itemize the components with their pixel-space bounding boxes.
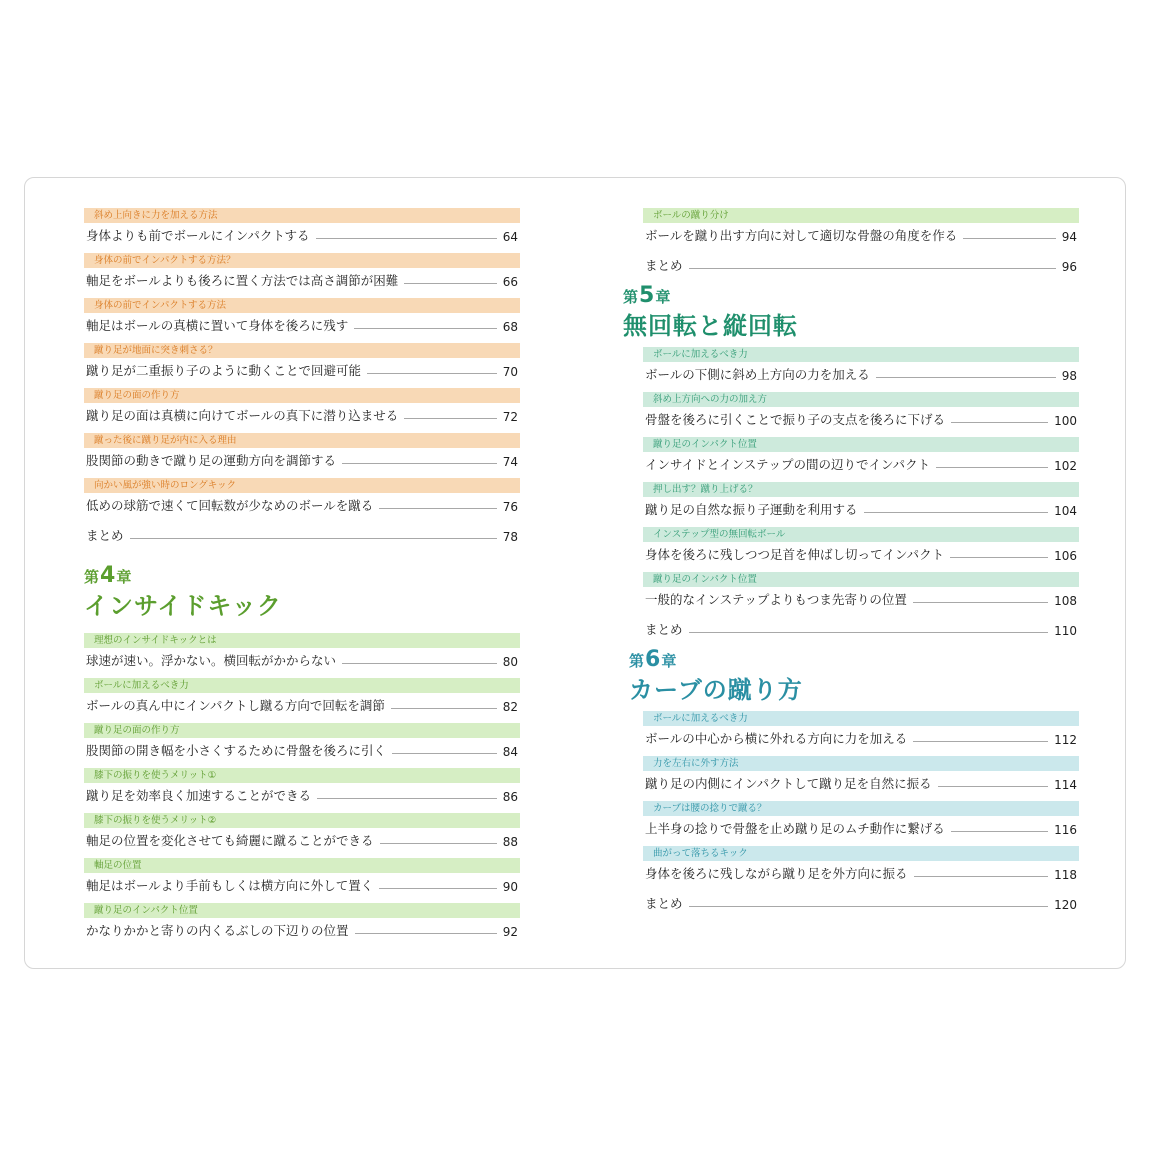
dot-leader	[317, 798, 497, 799]
toc-entry[interactable]	[84, 313, 520, 337]
toc-section	[84, 858, 520, 897]
chapter-6-sections	[643, 711, 1079, 885]
topic-label-bar: ボールの蹴り分け	[643, 208, 1079, 223]
topic-label-bar: 向かい風が強い時のロングキック	[84, 478, 520, 493]
toc-entry[interactable]	[84, 448, 520, 472]
toc-section	[643, 572, 1079, 611]
entry-title: 身体を後ろに残しながら蹴り足を外方向に振る	[645, 866, 908, 881]
page-number: 108	[1054, 594, 1077, 608]
chapter-number	[84, 563, 520, 589]
toc-section	[643, 756, 1079, 795]
entry-title: 蹴り足を効率良く加速することができる	[86, 788, 312, 803]
toc-entry[interactable]	[643, 407, 1079, 431]
chapter-4-sections	[84, 633, 520, 942]
page-number: 64	[502, 230, 518, 244]
dot-leader	[950, 557, 1048, 558]
topic-label-bar: カーブは腰の捻りで蹴る？	[643, 801, 1079, 816]
topic-label-bar: 軸足の位置	[84, 858, 520, 873]
topic-label-bar: 理想のインサイドキックとは	[84, 633, 520, 648]
page-number: 68	[502, 320, 518, 334]
page-number: 116	[1054, 823, 1077, 837]
page-number: 110	[1054, 624, 1077, 638]
page-number: 76	[502, 500, 518, 514]
dot-leader	[355, 933, 497, 934]
entry-title: 蹴り足の内側にインパクトして蹴り足を自然に振る	[645, 776, 932, 791]
topic-label-bar: 膝下の振りを使うメリット②	[84, 813, 520, 828]
page-number: 102	[1054, 459, 1077, 473]
topic-label-bar: 蹴り足が地面に突き刺さる？	[84, 343, 520, 358]
toc-entry[interactable]	[84, 783, 520, 807]
page-number: 84	[502, 745, 518, 759]
entry-title: かなりかかと寄りの内くるぶしの下辺りの位置	[86, 923, 349, 938]
topic-label-bar: ボールに加えるべき力	[643, 347, 1079, 362]
page-number: 94	[1061, 230, 1077, 244]
toc-section	[84, 433, 520, 472]
toc-entry[interactable]	[643, 771, 1079, 795]
dot-leader	[391, 708, 497, 709]
dot-leader	[354, 328, 496, 329]
page-number: 70	[502, 365, 518, 379]
topic-label-bar: 力を左右に外す方法	[643, 756, 1079, 771]
chapter-num: 4	[100, 563, 116, 588]
entry-title: まとめ	[645, 258, 683, 273]
chapter-sho: 章	[661, 652, 677, 670]
dot-leader	[689, 632, 1049, 633]
toc-section	[643, 801, 1079, 840]
toc-entry[interactable]	[643, 497, 1079, 521]
topic-label-bar: 斜め上方向への力の加え方	[643, 392, 1079, 407]
entry-title: ボールの中心から横に外れる方向に力を加える	[645, 731, 908, 746]
page-number: 114	[1054, 778, 1077, 792]
chapter-5-heading	[623, 283, 1079, 343]
chapter-number	[623, 283, 1079, 309]
dot-leader	[938, 786, 1048, 787]
toc-section	[84, 633, 520, 672]
entry-title: 身体を後ろに残しつつ足首を伸ばし切ってインパクト	[645, 547, 945, 562]
entry-title: 上半身の捻りで骨盤を止め蹴り足のムチ動作に繋げる	[645, 821, 945, 836]
entry-title: 蹴り足の面は真横に向けてボールの真下に潜り込ませる	[86, 408, 399, 423]
entry-title: 低めの球筋で速くて回転数が少なめのボールを蹴る	[86, 498, 374, 513]
toc-section	[643, 711, 1079, 750]
dot-leader	[689, 906, 1049, 907]
toc-section	[84, 813, 520, 852]
topic-label-bar: 蹴り足のインパクト位置	[643, 437, 1079, 452]
entry-title: インサイドとインステップの間の辺りでインパクト	[645, 457, 931, 472]
topic-label-bar: 蹴り足の面の作り方	[84, 388, 520, 403]
dot-leader	[342, 463, 497, 464]
toc-entry[interactable]	[84, 738, 520, 762]
dot-leader	[951, 831, 1048, 832]
entry-title: 一般的なインステップよりもつま先寄りの位置	[645, 592, 907, 607]
topic-label-bar: 押し出す？蹴り上げる？	[643, 482, 1079, 497]
dot-leader	[963, 238, 1055, 239]
dot-leader	[913, 602, 1048, 603]
topic-label-bar: 斜め上向きに力を加える方法	[84, 208, 520, 223]
dot-leader	[951, 422, 1048, 423]
toc-section	[643, 527, 1079, 566]
left-top-sections	[84, 208, 520, 517]
chapter-sho: 章	[116, 568, 132, 586]
topic-label-bar: 蹴り足のインパクト位置	[84, 903, 520, 918]
entry-title: まとめ	[645, 896, 683, 911]
chapter-dai: 第	[623, 288, 639, 306]
entry-title: 軸足の位置を変化させても綺麗に蹴ることができる	[86, 833, 374, 848]
topic-label-bar: 蹴り足の面の作り方	[84, 723, 520, 738]
chapter-title: 無回転と縦回転	[623, 312, 798, 340]
dot-leader	[404, 283, 496, 284]
toc-entry[interactable]	[643, 542, 1079, 566]
chapter-num: 6	[645, 647, 661, 672]
page-number: 100	[1054, 414, 1077, 428]
chapter-number	[629, 647, 1079, 673]
toc-section	[643, 208, 1079, 247]
toc-entry[interactable]	[643, 223, 1079, 247]
topic-label-bar: 蹴った後に蹴り足が内に入る理由	[84, 433, 520, 448]
toc-summary-entry[interactable]	[84, 523, 520, 547]
toc-entry[interactable]	[643, 587, 1079, 611]
chapter-title: インサイドキック	[84, 592, 282, 620]
toc-entry[interactable]	[84, 358, 520, 382]
page-number: 104	[1054, 504, 1077, 518]
toc-section	[84, 388, 520, 427]
page-number: 74	[502, 455, 518, 469]
entry-title: 身体よりも前でボールにインパクトする	[86, 228, 310, 243]
entry-title: 軸足はボールの真横に置いて身体を後ろに残す	[86, 318, 349, 333]
entry-title: 蹴り足の自然な振り子運動を利用する	[645, 502, 858, 517]
toc-section	[643, 347, 1079, 386]
chapter-num: 5	[639, 283, 655, 308]
dot-leader	[936, 467, 1048, 468]
toc-entry[interactable]	[643, 452, 1079, 476]
toc-entry[interactable]	[84, 648, 520, 672]
toc-summary-entry[interactable]	[643, 891, 1079, 915]
page-number: 78	[502, 530, 518, 544]
topic-label-bar: 身体の前でインパクトする方法？	[84, 253, 520, 268]
chapter-dai: 第	[629, 652, 645, 670]
toc-entry[interactable]	[84, 493, 520, 517]
chapter-6-heading	[629, 647, 1079, 707]
entry-title: まとめ	[86, 528, 124, 543]
entry-title: まとめ	[645, 622, 683, 637]
toc-section	[643, 437, 1079, 476]
dot-leader	[379, 888, 496, 889]
toc-entry[interactable]	[84, 693, 520, 717]
dot-leader	[316, 238, 497, 239]
page-number: 88	[502, 835, 518, 849]
topic-label-bar: 身体の前でインパクトする方法	[84, 298, 520, 313]
entry-title: ボールの真ん中にインパクトし蹴る方向で回転を調節	[86, 698, 385, 713]
toc-section	[643, 392, 1079, 431]
entry-title: 軸足はボールより手前もしくは横方向に外して置く	[86, 878, 374, 893]
dot-leader	[130, 538, 497, 539]
dot-leader	[404, 418, 496, 419]
page-number: 92	[502, 925, 518, 939]
dot-leader	[876, 377, 1056, 378]
toc-section	[84, 343, 520, 382]
dot-leader	[914, 876, 1049, 877]
topic-label-bar: 曲がって落ちるキック	[643, 846, 1079, 861]
page-number: 106	[1054, 549, 1077, 563]
entry-title: 蹴り足が二重振り子のように動くことで回避可能	[86, 363, 362, 378]
dot-leader	[392, 753, 497, 754]
topic-label-bar: ボールに加えるべき力	[84, 678, 520, 693]
entry-title: 軸足をボールよりも後ろに置く方法では高さ調節が困難	[86, 273, 399, 288]
toc-entry[interactable]	[643, 362, 1079, 386]
toc-section	[84, 478, 520, 517]
toc-section	[84, 903, 520, 942]
page-number: 82	[502, 700, 518, 714]
toc-entry[interactable]	[84, 828, 520, 852]
page-number: 112	[1054, 733, 1077, 747]
page-number: 72	[502, 410, 518, 424]
chapter-dai: 第	[84, 568, 100, 586]
entry-title: 球速が速い。浮かない。横回転がかからない	[86, 653, 337, 668]
dot-leader	[342, 663, 497, 664]
toc-section	[643, 482, 1079, 521]
dot-leader	[913, 741, 1048, 742]
chapter-title: カーブの蹴り方	[629, 676, 803, 704]
topic-label-bar: 蹴り足のインパクト位置	[643, 572, 1079, 587]
toc-entry[interactable]	[84, 403, 520, 427]
toc-section	[643, 846, 1079, 885]
toc-section	[84, 768, 520, 807]
entry-title: 骨盤を後ろに引くことで振り子の支点を後ろに下げる	[645, 412, 946, 427]
toc-section	[84, 208, 520, 247]
page-number: 98	[1061, 369, 1077, 383]
left-page-toc	[84, 208, 520, 948]
topic-label-bar: 膝下の振りを使うメリット①	[84, 768, 520, 783]
toc-summary-entry[interactable]	[643, 253, 1079, 277]
page-number: 96	[1061, 260, 1077, 274]
toc-section	[84, 298, 520, 337]
dot-leader	[864, 512, 1049, 513]
chapter-4-heading	[84, 563, 520, 623]
entry-title: 股関節の動きで蹴り足の運動方向を調節する	[86, 453, 337, 468]
page-number: 80	[502, 655, 518, 669]
chapter-sho: 章	[655, 288, 671, 306]
page-number: 118	[1054, 868, 1077, 882]
toc-section	[84, 678, 520, 717]
dot-leader	[367, 373, 497, 374]
right-page-toc	[623, 208, 1079, 915]
topic-label-bar: ボールに加えるべき力	[643, 711, 1079, 726]
entry-title: ボールを蹴り出す方向に対して適切な骨盤の角度を作る	[645, 228, 958, 243]
page-number: 90	[502, 880, 518, 894]
entry-title: ボールの下側に斜め上方向の力を加える	[645, 367, 870, 382]
dot-leader	[380, 843, 497, 844]
topic-label-bar: インステップ型の無回転ボール	[643, 527, 1079, 542]
toc-entry[interactable]	[643, 861, 1079, 885]
toc-entry[interactable]	[84, 873, 520, 897]
toc-entry[interactable]	[84, 918, 520, 942]
right-top-sections	[643, 208, 1079, 247]
chapter-5-sections	[643, 347, 1079, 611]
dot-leader	[379, 508, 496, 509]
toc-entry[interactable]	[643, 726, 1079, 750]
page-number: 86	[502, 790, 518, 804]
entry-title: 股関節の開き幅を小さくするために骨盤を後ろに引く	[86, 743, 387, 758]
toc-entry[interactable]	[84, 268, 520, 292]
page-number: 66	[502, 275, 518, 289]
toc-summary-entry[interactable]	[643, 617, 1079, 641]
toc-section	[84, 253, 520, 292]
toc-entry[interactable]	[84, 223, 520, 247]
toc-entry[interactable]	[643, 816, 1079, 840]
page-number: 120	[1054, 898, 1077, 912]
toc-section	[84, 723, 520, 762]
dot-leader	[689, 268, 1056, 269]
